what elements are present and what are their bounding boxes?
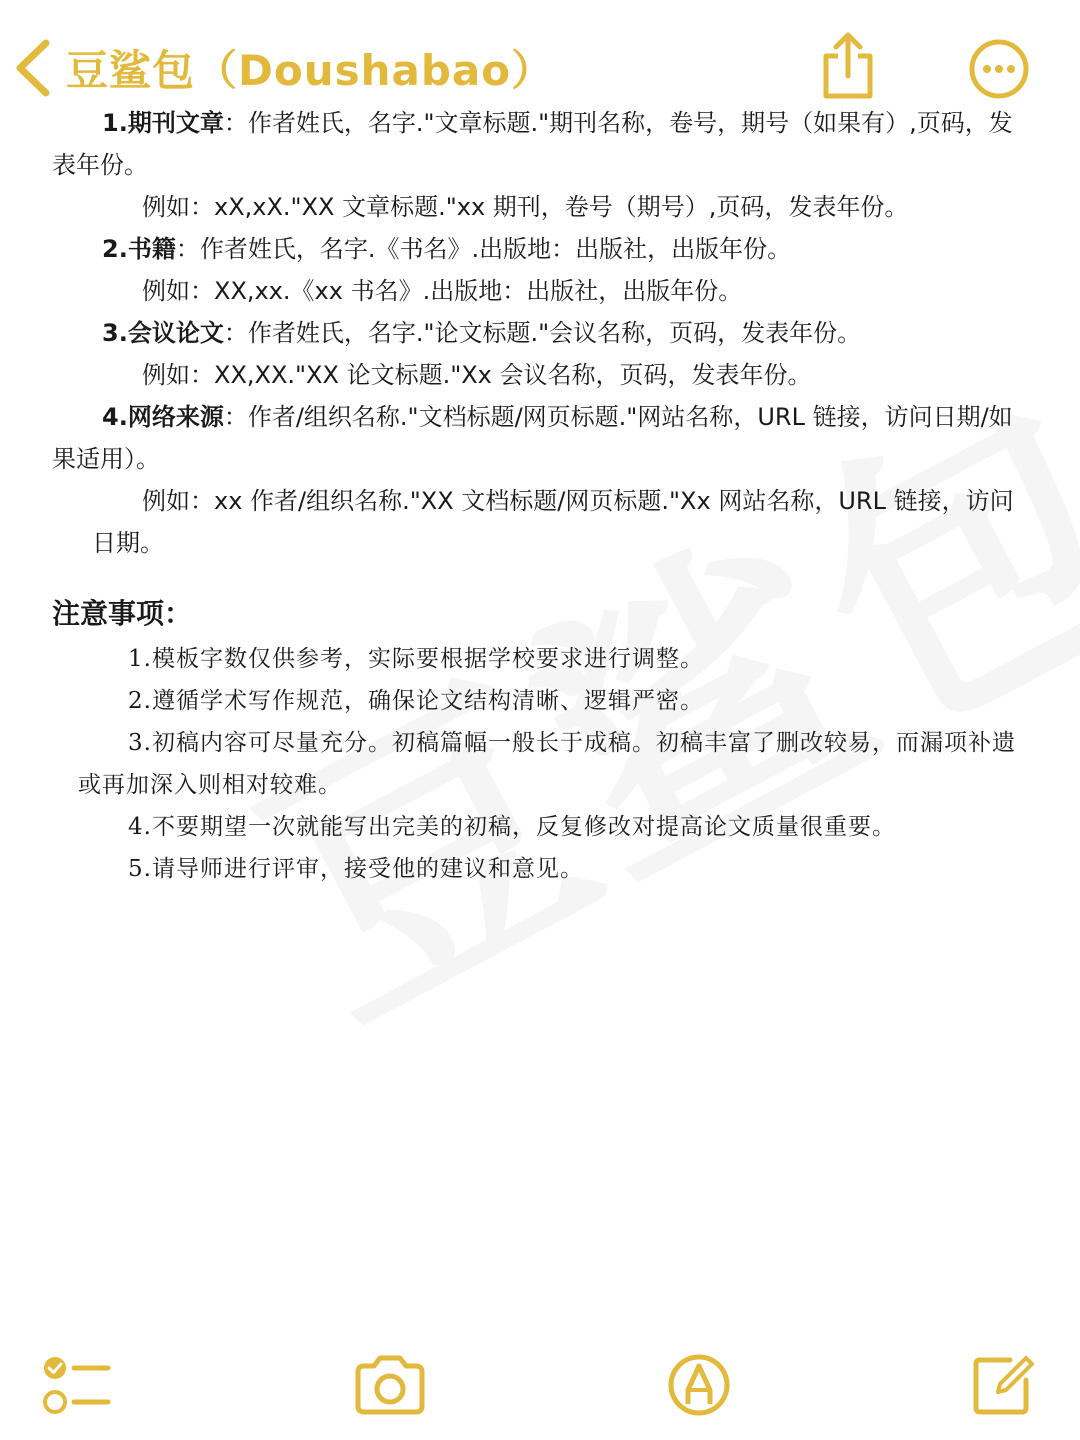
notes-title: 注意事项： (52, 597, 193, 630)
more-icon (968, 38, 1030, 100)
note-item: 3.初稿内容可尽量充分。初稿篇幅一般长于成稿。初稿丰富了删改较易，而漏项补遗或再加深入则相对较难。 (78, 730, 1016, 798)
share-button[interactable] (818, 30, 878, 100)
checklist-button[interactable] (42, 1354, 112, 1418)
reference-text: ：作者姓氏，名字."文章标题."期刊名称，卷号，期号（如果有）,页码，发表年份。 (52, 109, 1013, 179)
reference-label: 3.会议论文 (102, 319, 224, 347)
reference-example: 例如：XX,XX."XX 论文标题."Xx 会议名称，页码，发表年份。 (142, 361, 812, 389)
reference-formats (52, 102, 1032, 564)
markup-button[interactable] (666, 1352, 732, 1418)
reference-item (52, 312, 1032, 354)
top-bar (0, 0, 1080, 120)
note-item: 1.模板字数仅供参考，实际要根据学校要求进行调整。 (128, 646, 704, 672)
reference-label: 2.书籍 (102, 235, 176, 263)
note-content[interactable] (52, 102, 1032, 890)
bottom-toolbar (0, 1340, 1080, 1440)
reference-example: 例如：xX,xX."XX 文章标题."xx 期刊，卷号（期号）,页码，发表年份。 (142, 193, 909, 221)
note-item: 5.请导师进行评审，接受他的建议和意见。 (128, 856, 584, 882)
note-item: 2.遵循学术写作规范，确保论文结构清晰、逻辑严密。 (128, 688, 704, 714)
reference-label: 1.期刊文章 (102, 109, 224, 137)
back-title: 豆鲨包（Doushabao） (66, 46, 555, 95)
notes-list (52, 638, 1032, 890)
back-button[interactable] (12, 28, 554, 108)
reference-item (52, 396, 1032, 480)
compose-icon (970, 1352, 1036, 1418)
reference-example: 例如：xx 作者/组织名称."XX 文档标题/网页标题."Xx 网站名称，URL 链接，访问日期。 (92, 487, 1014, 557)
reference-text: ：作者/组织名称."文档标题/网页标题."网站名称，URL 链接，访问日期/如果适用）。 (52, 403, 1013, 473)
reference-text: ：作者姓氏，名字.《书名》.出版地：出版社，出版年份。 (175, 235, 792, 263)
share-icon (818, 30, 878, 100)
note-item: 4.不要期望一次就能写出完美的初稿，反复修改对提高论文质量很重要。 (128, 814, 896, 840)
markup-pen-icon (666, 1352, 732, 1418)
more-button[interactable] (968, 38, 1030, 100)
camera-icon (352, 1354, 428, 1416)
chevron-left-icon (12, 37, 54, 99)
camera-button[interactable] (352, 1354, 428, 1416)
reference-label: 4.网络来源 (102, 403, 224, 431)
compose-button[interactable] (970, 1352, 1036, 1418)
reference-text: ：作者姓氏，名字."论文标题."会议名称，页码，发表年份。 (223, 319, 862, 347)
reference-item (52, 228, 1032, 270)
reference-example: 例如：XX,xx.《xx 书名》.出版地：出版社，出版年份。 (142, 277, 743, 305)
checklist-icon (42, 1354, 112, 1418)
